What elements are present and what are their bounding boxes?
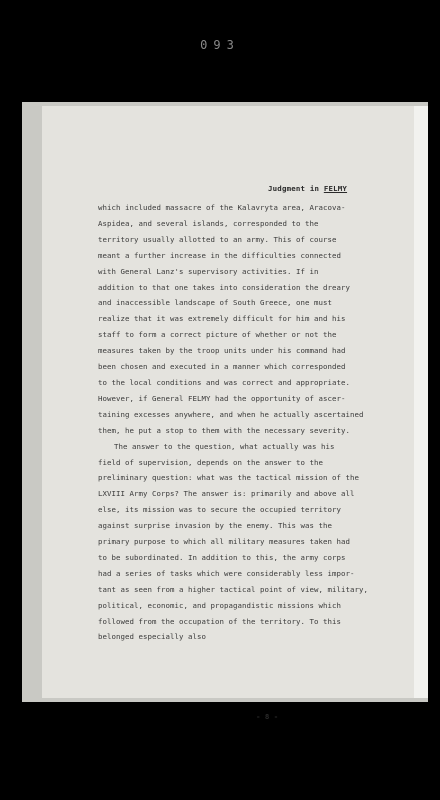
text-line: primary purpose to which all military measures taken had <box>98 537 350 547</box>
text-line: followed from the occupation of the territory. To this <box>98 616 341 626</box>
text-line: realize that it was extremely difficult for him and his <box>98 314 346 324</box>
text-line: The answer to the question, what actually was his <box>114 441 335 451</box>
text-line: taining excesses anywhere, and when he actually ascertained <box>98 409 364 419</box>
text-line: Aspidea, and several islands, corresponded to the <box>98 218 319 228</box>
text-line: belonged especially also <box>98 632 206 642</box>
text-line: been chosen and executed in a manner which corresponded <box>98 362 346 372</box>
text-line: meant a further increase in the difficulties connected <box>98 250 341 260</box>
text-line: against surprise invasion by the enemy. This was the <box>98 521 332 531</box>
text-line: to be subordinated. In addition to this, the army corps <box>98 552 346 562</box>
document-header <box>268 184 347 193</box>
text-line: had a series of tasks which were considerably less impor- <box>98 568 355 578</box>
text-line: territory usually allotted to an army. This of course <box>98 234 337 244</box>
frame-number: 093 <box>200 38 240 52</box>
text-line: preliminary question: what was the tactical mission of the <box>98 473 359 483</box>
text-line: staff to form a correct picture of whether or not the <box>98 330 337 340</box>
text-line: tant as seen from a higher tactical point of view, military, <box>98 584 368 594</box>
text-line: with General Lanz's supervisory activities. If in <box>98 266 319 276</box>
text-line: else, its mission was to secure the occupied territory <box>98 505 341 515</box>
header-defendant: FELMY <box>323 184 348 193</box>
document-page <box>42 106 414 721</box>
text-line: measures taken by the troop units under his command had <box>98 346 346 356</box>
page-number: - 8 - <box>256 712 279 721</box>
text-line: to the local conditions and was correct and appropriate. <box>98 377 350 387</box>
text-line: political, economic, and propagandistic missions which <box>98 600 341 610</box>
header-label: Judgment in <box>268 184 320 193</box>
page-edge <box>414 106 428 698</box>
document-sheet <box>22 102 428 721</box>
text-line: field of supervision, depends on the answer to the <box>98 457 323 467</box>
text-line: and inaccessible landscape of South Greece, one must <box>98 298 332 308</box>
text-line: However, if General FELMY had the opportunity of ascer- <box>98 393 346 403</box>
text-line: addition to that one takes into consideration the dreary <box>98 282 350 292</box>
text-line: which included massacre of the Kalavryta area, Aracova- <box>98 203 346 212</box>
text-line: LXVIII Army Corps? The answer is: primarily and above all <box>98 489 355 499</box>
text-line: them, he put a stop to them with the necessary severity. <box>98 425 350 435</box>
body-text <box>98 200 424 645</box>
